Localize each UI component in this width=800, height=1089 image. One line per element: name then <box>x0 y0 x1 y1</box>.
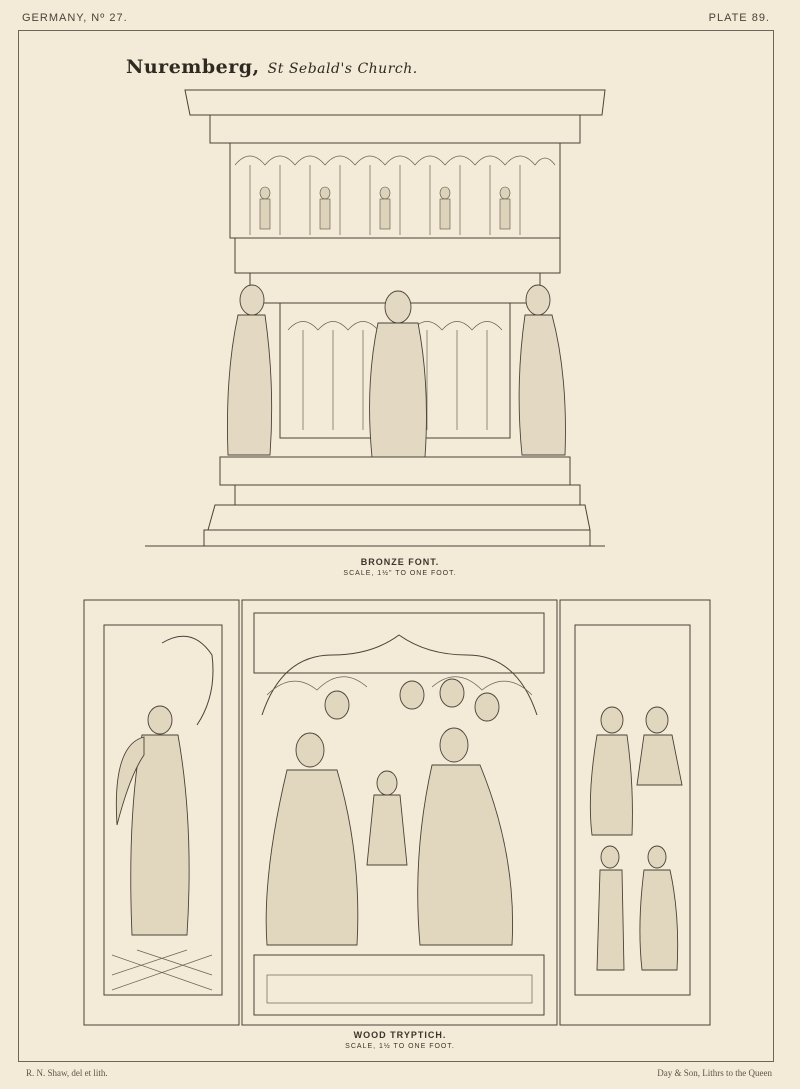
plate-title <box>126 56 418 78</box>
printer-credit: Day & Son, Lithrs to the Queen <box>657 1068 772 1078</box>
plate-number: PLATE 89. <box>708 12 770 24</box>
title-city: Nuremberg, <box>126 56 260 78</box>
bronze-font-caption <box>300 557 500 577</box>
bronze-font-title: BRONZE FONT. <box>360 557 440 567</box>
wood-triptych-scale: SCALE, 1½ TO ONE FOOT. <box>345 1043 455 1050</box>
artist-credit: R. N. Shaw, del et lith. <box>26 1068 108 1078</box>
wood-triptych-caption <box>300 1030 500 1050</box>
wood-triptych-drawing <box>82 595 717 1027</box>
title-church: St Sebald's Church. <box>267 61 418 77</box>
bronze-font-scale: SCALE, 1½" TO ONE FOOT. <box>343 570 457 577</box>
bronze-font-drawing <box>140 85 610 550</box>
plate-series-label: GERMANY, Nº 27. <box>22 12 128 24</box>
wood-triptych-title: WOOD TRYPTICH. <box>353 1030 447 1040</box>
